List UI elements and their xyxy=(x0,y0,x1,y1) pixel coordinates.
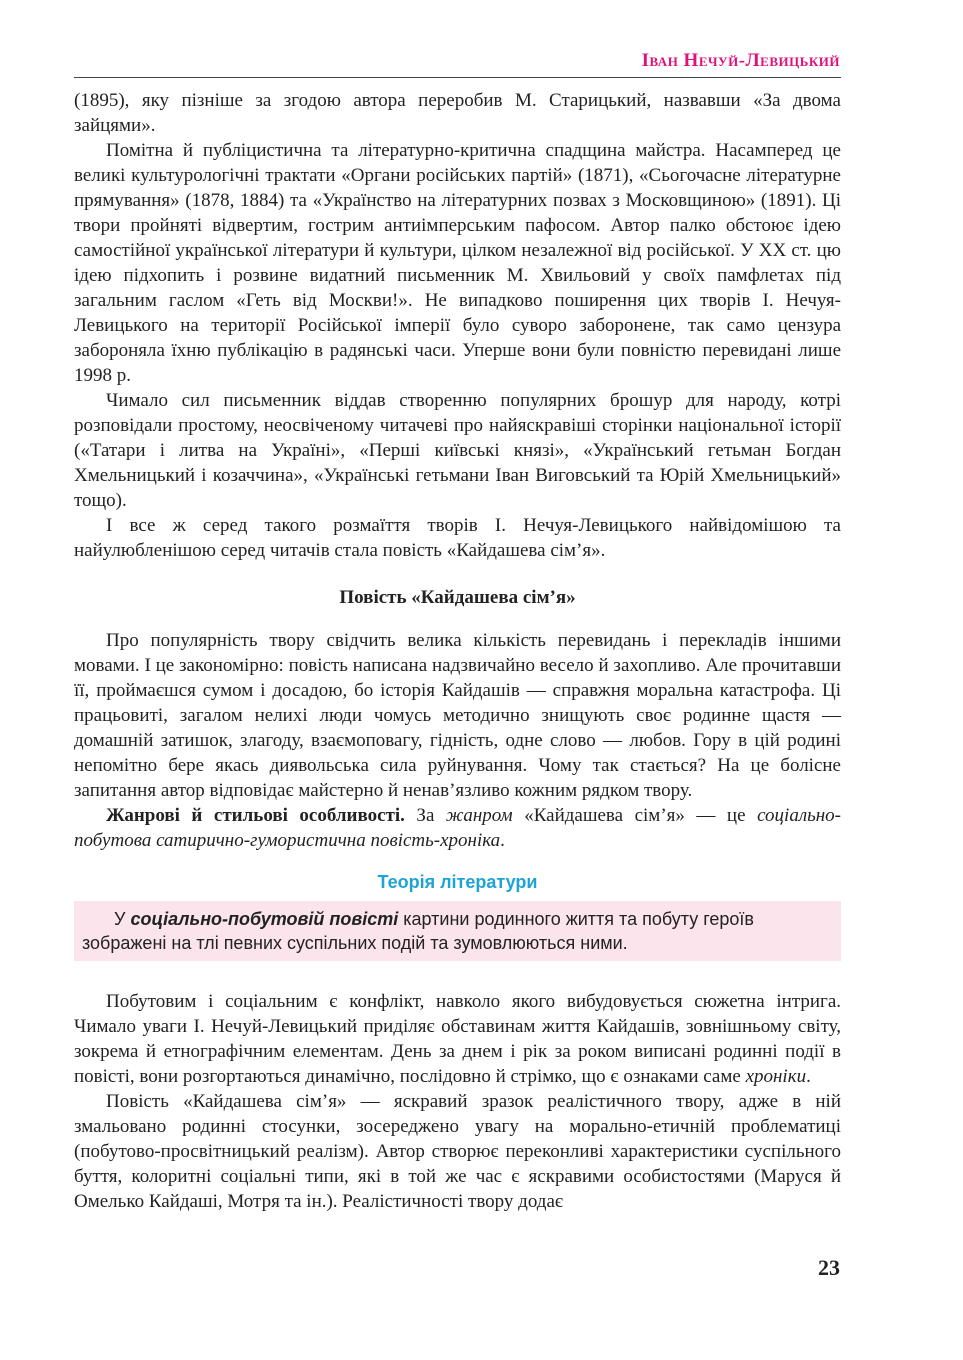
genre-bold-lead: Жанрові й стильові особливості. xyxy=(106,805,405,826)
paragraph-chronicle xyxy=(74,989,841,1089)
theory-term: соціально-побутовій повісті xyxy=(130,909,399,929)
paragraph-genre xyxy=(74,803,841,853)
theory-lead: У xyxy=(114,909,131,929)
paragraph-brochures: Чимало сил письменник віддав створенню популярних брошур для народу, котрі розповідали простому, неосвіченому читачеві про найяскравіші сторінки національної історії («Татари і литва на Україні», «Перші київські князі», «Український гетьман Богдан Хмельницький і козаччина», «Українські гетьмани Іван Виговський та Юрій Хмельницький» тощо). xyxy=(74,390,841,511)
page-content xyxy=(74,88,841,1214)
paragraph-publicistic: Помітна й публіцистична та літературно-критична спадщина майстра. Насамперед це великі культурологічні трактати «Органи російських партій» (1871), «Сьогочасне літературне прямування» (1878, 1884) та «Українство на літературних позвах з Московщиною» (1891). Ці твори пройняті відвертим, гострим антиімперським пафосом. Автор палко обстоює ідею самостійної української літератури й культури, цілком незалежної від російської. У XX ст. цю ідею підхопить і розвине видатний письменник М. Хвильовий у своїх памфлетах під загальним гаслом «Геть від Москви!». Не випадково поширення цих творів І. Нечуя-Левицького на території Російської імперії було суворо заборонене, так само цензура забороняла їхню публікацію в радянські часи. Уперше вони були повністю перевидані лише 1998 р. xyxy=(74,140,841,386)
header-rule xyxy=(74,77,841,78)
genre-text-3: . xyxy=(500,830,505,851)
chronicle-text: Побутовим і соціальним є конфлікт, навколо якого вибудовується сюжетна інтрига. Чимало уваги І. Нечуй-Левицький приділяє обставинам життя Кайдашів, зовнішньому світу, зокрема й етнографічним елементам. День за днем і рік за роком виписані родинні події в повісті, вони розгортаються динамічно, послідовно й стрімко, що є ознаками саме xyxy=(74,991,841,1087)
genre-italic-1: жанром xyxy=(445,805,513,826)
theory-title: Теорія літератури xyxy=(377,872,538,892)
paragraph-continuation: (1895), яку пізніше за згодою автора переробив М. Старицький, назвавши «За двома зайцями». xyxy=(74,90,841,136)
paragraph-popularity: Про популярність твору свідчить велика кількість перевидань і перекладів іншими мовами. І це закономірно: повість написана надзвичайно весело й захопливо. Але прочитавши її, проймаєшся сумом і досадою, бо історія Кайдашів — справжня моральна катастрофа. Ці працьовиті, загалом нелихі люди чомусь методично знищують своє родинне щастя — домашній затишок, злагоду, взаємоповагу, гідність, одне слово — любов. Гору в цій родині непомітно бере якась диявольська сила руйнування. Чому так стається? На це болісне запитання автор відповідає майстерно й ненав’язливо кожним рядком твору. xyxy=(74,630,841,801)
genre-text-2: «Кайдашева сім’я» — це xyxy=(512,805,758,826)
paragraph-most-famous: І все ж серед такого розмаїття творів І. Нечуя-Левицького найвідомішою та найулюбленішою серед читачів стала повість «Кайдашева сім’я». xyxy=(74,515,841,561)
page-number: 23 xyxy=(818,1255,840,1280)
genre-italic-2: соціально-побутова сатирично-гумористична повість-хроніка xyxy=(74,805,842,851)
section-heading: Повість «Кайдашева сім’я» xyxy=(339,587,576,608)
theory-rest: картини родинного життя та побуту героїв зображені на тлі певних суспільних подій та зумовлюються ними. xyxy=(82,909,754,953)
running-head-title: Іван Нечуй-Левицький xyxy=(641,50,840,71)
paragraph-realism: Повість «Кайдашева сім’я» — яскравий зразок реалістичного твору, адже в ній змальовано родинні стосунки, зосереджено увагу на морально-етичній проблематиці (побутово-просвітницький реалізм). Автор створює переконливі характеристики суспільного буття, колоритні соціальні типи, які в той же час є яскравими особистостями (Маруся й Омелько Кайдаші, Мотря та ін.). Реалістичності твору додає xyxy=(74,1091,841,1212)
genre-text-1: За xyxy=(404,805,446,826)
chronicle-end: . xyxy=(806,1066,811,1087)
chronicle-italic: хроніки xyxy=(745,1066,807,1087)
theory-box xyxy=(74,901,841,961)
